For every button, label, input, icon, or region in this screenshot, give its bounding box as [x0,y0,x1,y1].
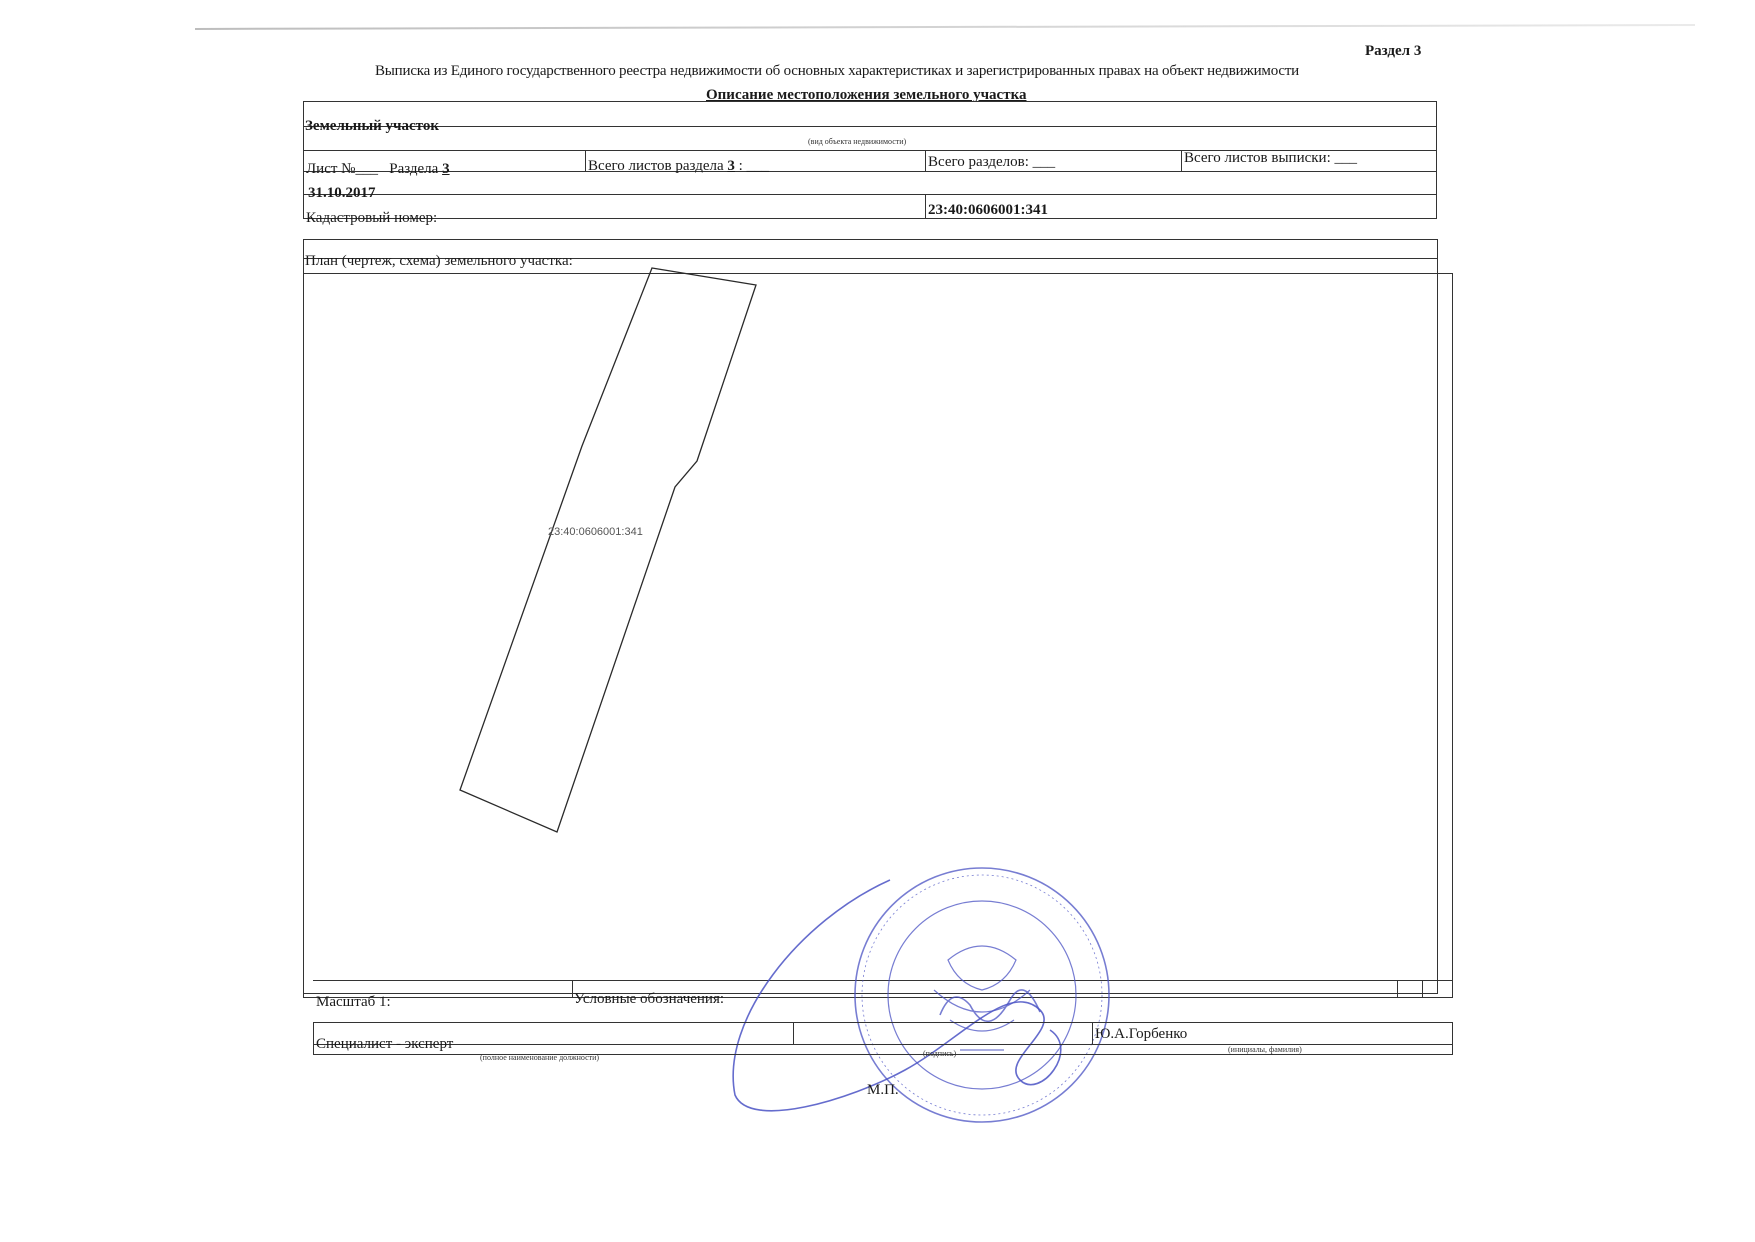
seal-mark: М.П. [867,1082,899,1098]
legend-label: Условные обозначения: [574,991,725,1007]
sheet-number: Лист №___ Раздела 3 [306,161,450,177]
document-subtitle: Описание местоположения земельного участка [706,87,1027,103]
total-sheets: Всего листов выписки: ___ [1184,150,1357,166]
object-type-value: Земельный участок [305,118,439,134]
sheets-in-section-value: 3 [727,158,735,174]
parcel-label: 23:40:0606001:341 [548,526,643,538]
position-caption: (полное наименование должности) [480,1053,600,1062]
document-title: Выписка из Единого государственного реестра недвижимости об основных характеристиках и зарегистрированных правах на объект недвижимости [375,63,1300,79]
signature-caption: (подпись) [923,1049,957,1058]
name-caption: (инициалы, фамилия) [1228,1045,1302,1054]
sheets-in-section: Всего листов раздела 3 : ___ [588,158,770,174]
issue-date: 31.10.2017 [308,185,376,201]
object-type-caption: (вид объекта недвижимости) [808,137,907,146]
plan-label: План (чертеж, схема) земельного участка: [305,253,573,269]
signer-name: Ю.А.Горбенко [1095,1026,1188,1042]
section-value: 3 [442,161,450,177]
section-label: Раздел 3 [1365,43,1422,59]
total-sections: Всего разделов: ___ [928,154,1056,170]
cadastral-label: Кадастровый номер: [306,210,438,226]
parcel-outline [460,268,756,832]
cadastral-value: 23:40:0606001:341 [928,202,1048,218]
signature-stroke [733,880,1061,1111]
position-title: Специалист - эксперт [316,1036,454,1052]
scale-label: Масштаб 1: [316,994,391,1010]
